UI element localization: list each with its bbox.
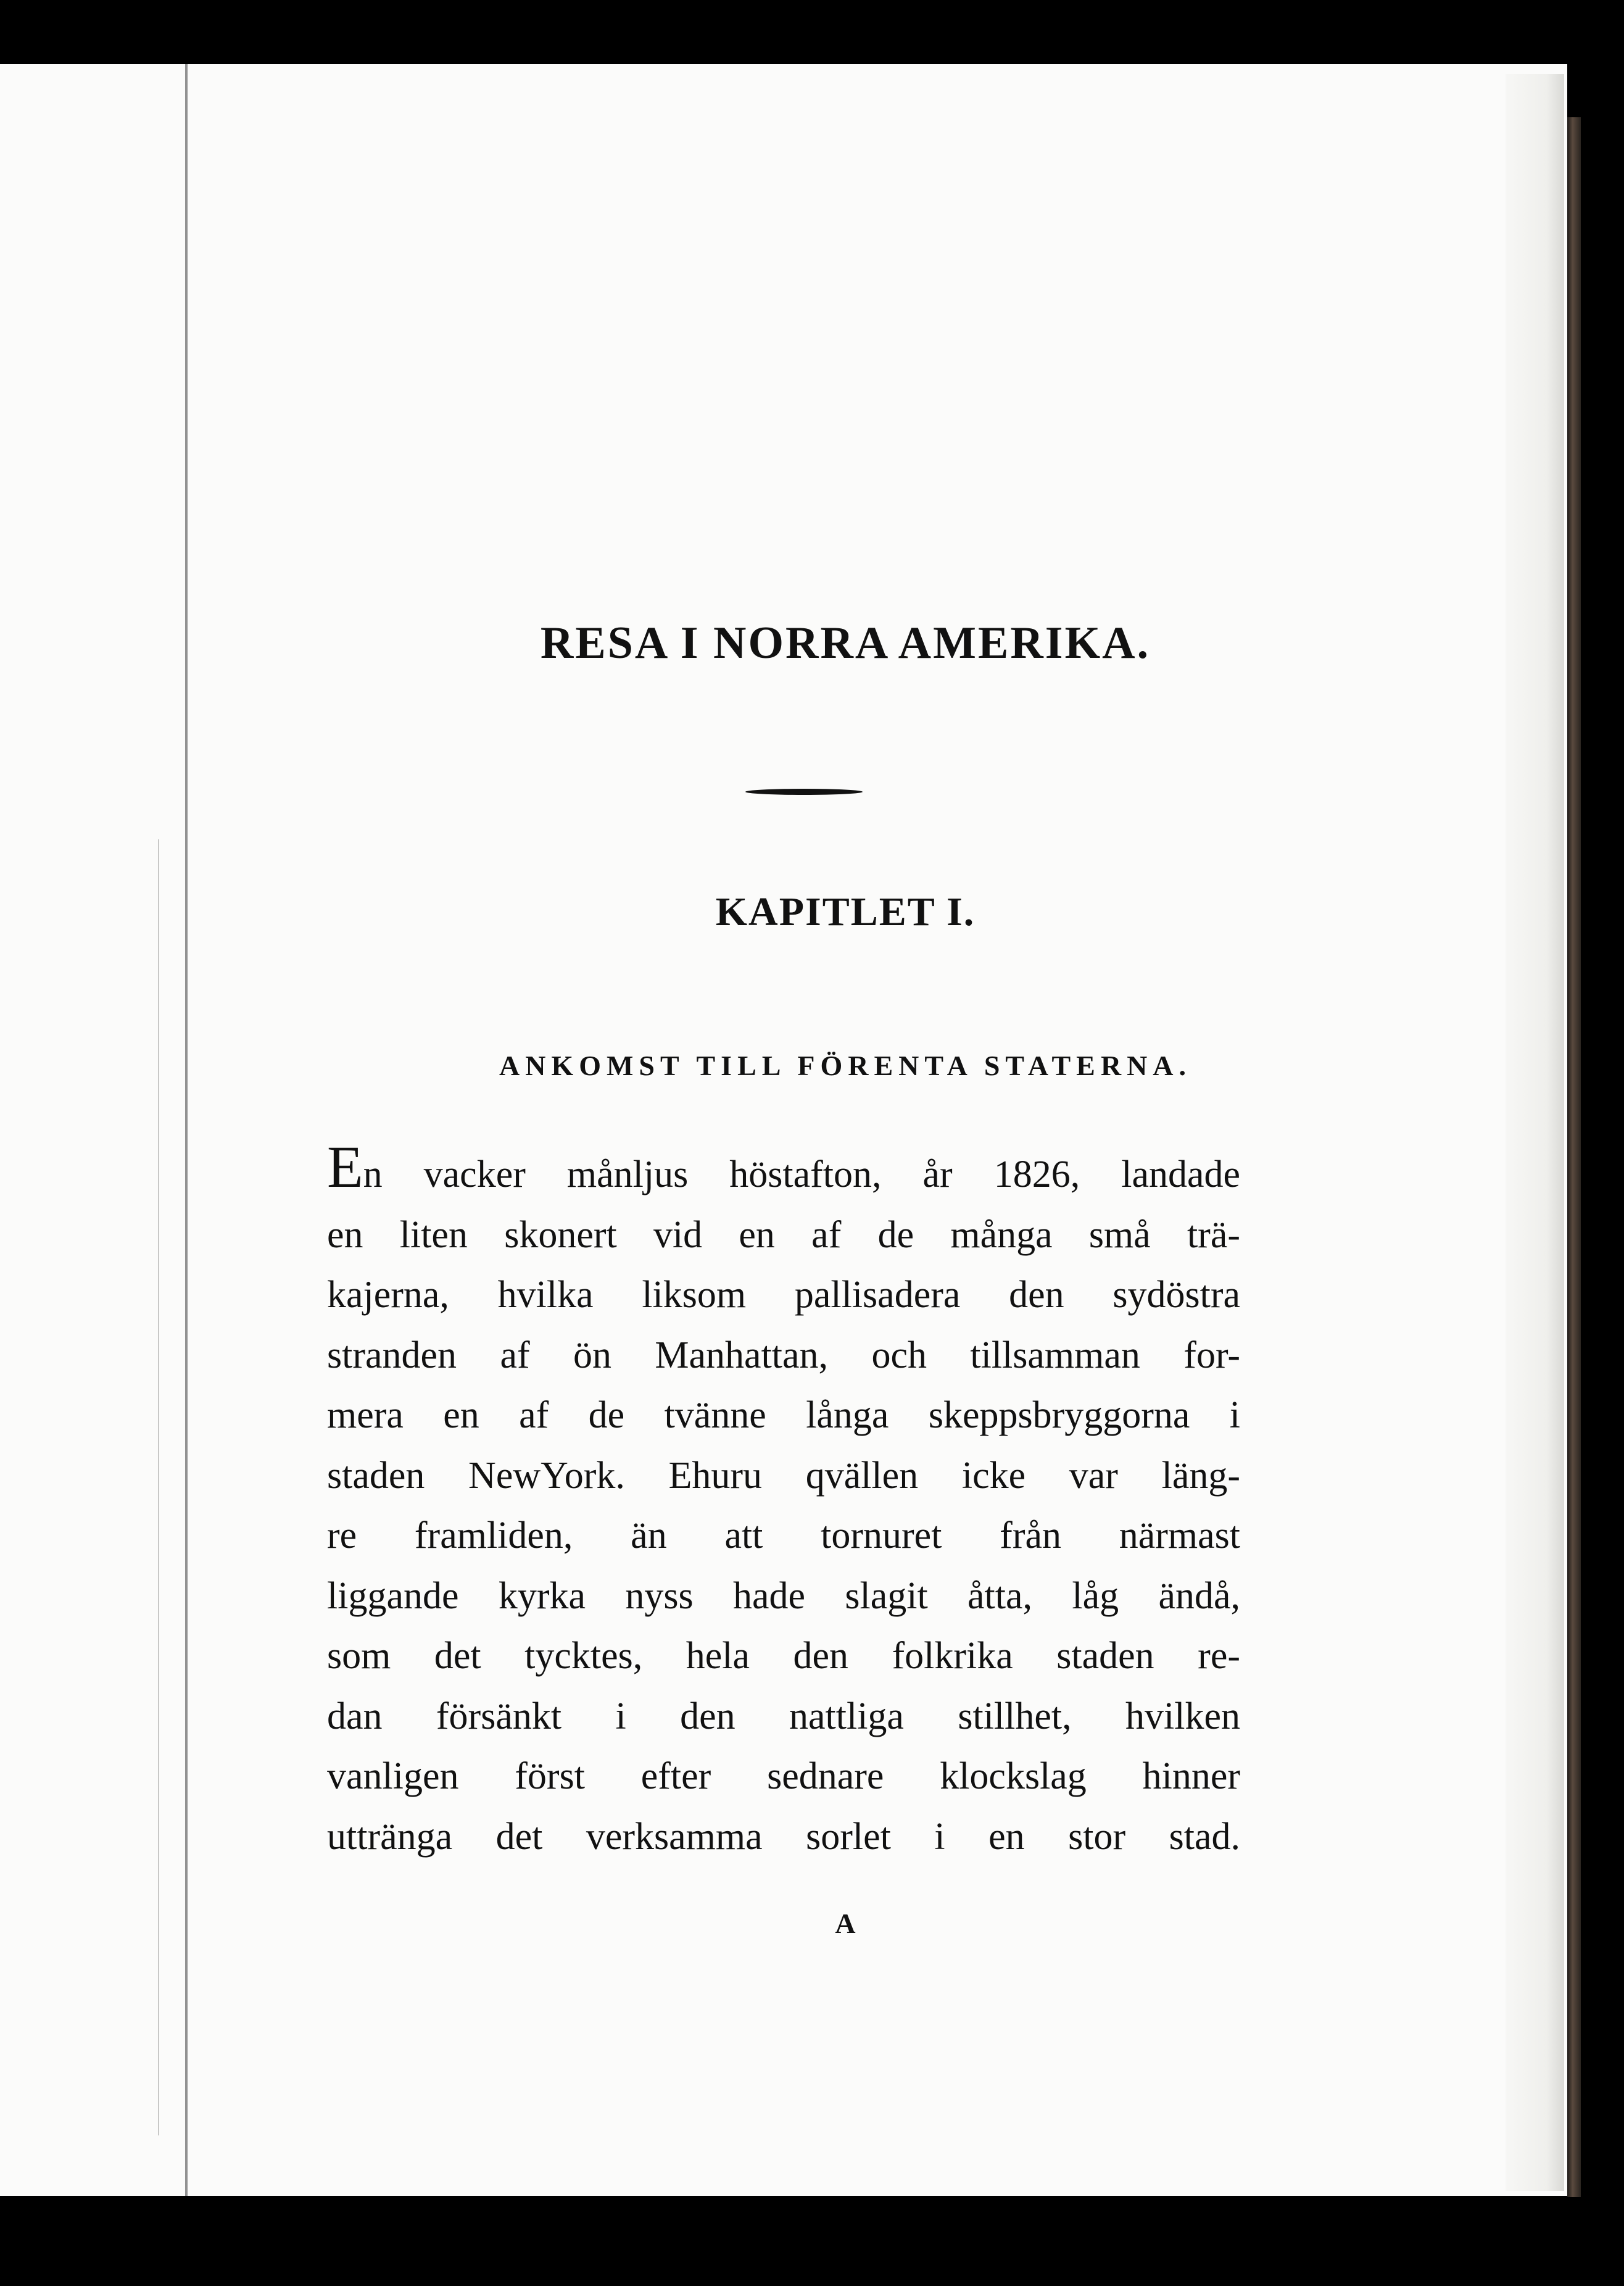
body-line: dan försänkt i den nattliga stillhet, hvilken xyxy=(327,1695,1240,1737)
body-line: som det tycktes, hela den folkrika staden re- xyxy=(327,1635,1240,1677)
book-binding-edge xyxy=(1567,117,1581,2197)
body-line: stranden af ön Manhattan, och tillsamman for- xyxy=(327,1334,1240,1376)
first-line-text: n vacker månljus höstafton, år 1826, landade xyxy=(363,1153,1240,1195)
drop-cap: E xyxy=(327,1134,363,1200)
body-line: uttränga det verksamma sorlet i en stor stad. xyxy=(327,1815,1240,1858)
body-line: staden NewYork. Ehuru qvällen icke var läng- xyxy=(327,1454,1240,1497)
signature-mark: A xyxy=(835,1908,856,1939)
body-line: mera en af de tvänne långa skeppsbryggorna i xyxy=(327,1394,1240,1436)
body-line: liggande kyrka nyss hade slagit åtta, låg ändå, xyxy=(327,1574,1240,1617)
body-paragraph xyxy=(327,1134,1240,1867)
body-line: vanligen först efter sednare klockslag hinner xyxy=(327,1755,1240,1797)
page-edge xyxy=(1506,74,1564,2191)
body-line: re framliden, än att tornuret från närmast xyxy=(327,1515,1240,1557)
book-title: RESA I NORRA AMERIKA. xyxy=(540,618,1151,668)
gutter-fold-line xyxy=(185,64,188,2196)
body-line: en liten skonert vid en af de många små trä- xyxy=(327,1213,1240,1256)
body-line: kajerna, hvilka liksom pallisadera den sydöstra xyxy=(327,1274,1240,1316)
title-divider-rule xyxy=(745,789,863,795)
gutter-shadow-line xyxy=(158,839,159,2135)
body-line-first xyxy=(327,1134,1240,1205)
book-page xyxy=(0,64,1567,2196)
chapter-heading: KAPITLET I. xyxy=(715,889,976,934)
chapter-subtitle: ANKOMST TILL FÖRENTA STATERNA. xyxy=(499,1050,1192,1081)
